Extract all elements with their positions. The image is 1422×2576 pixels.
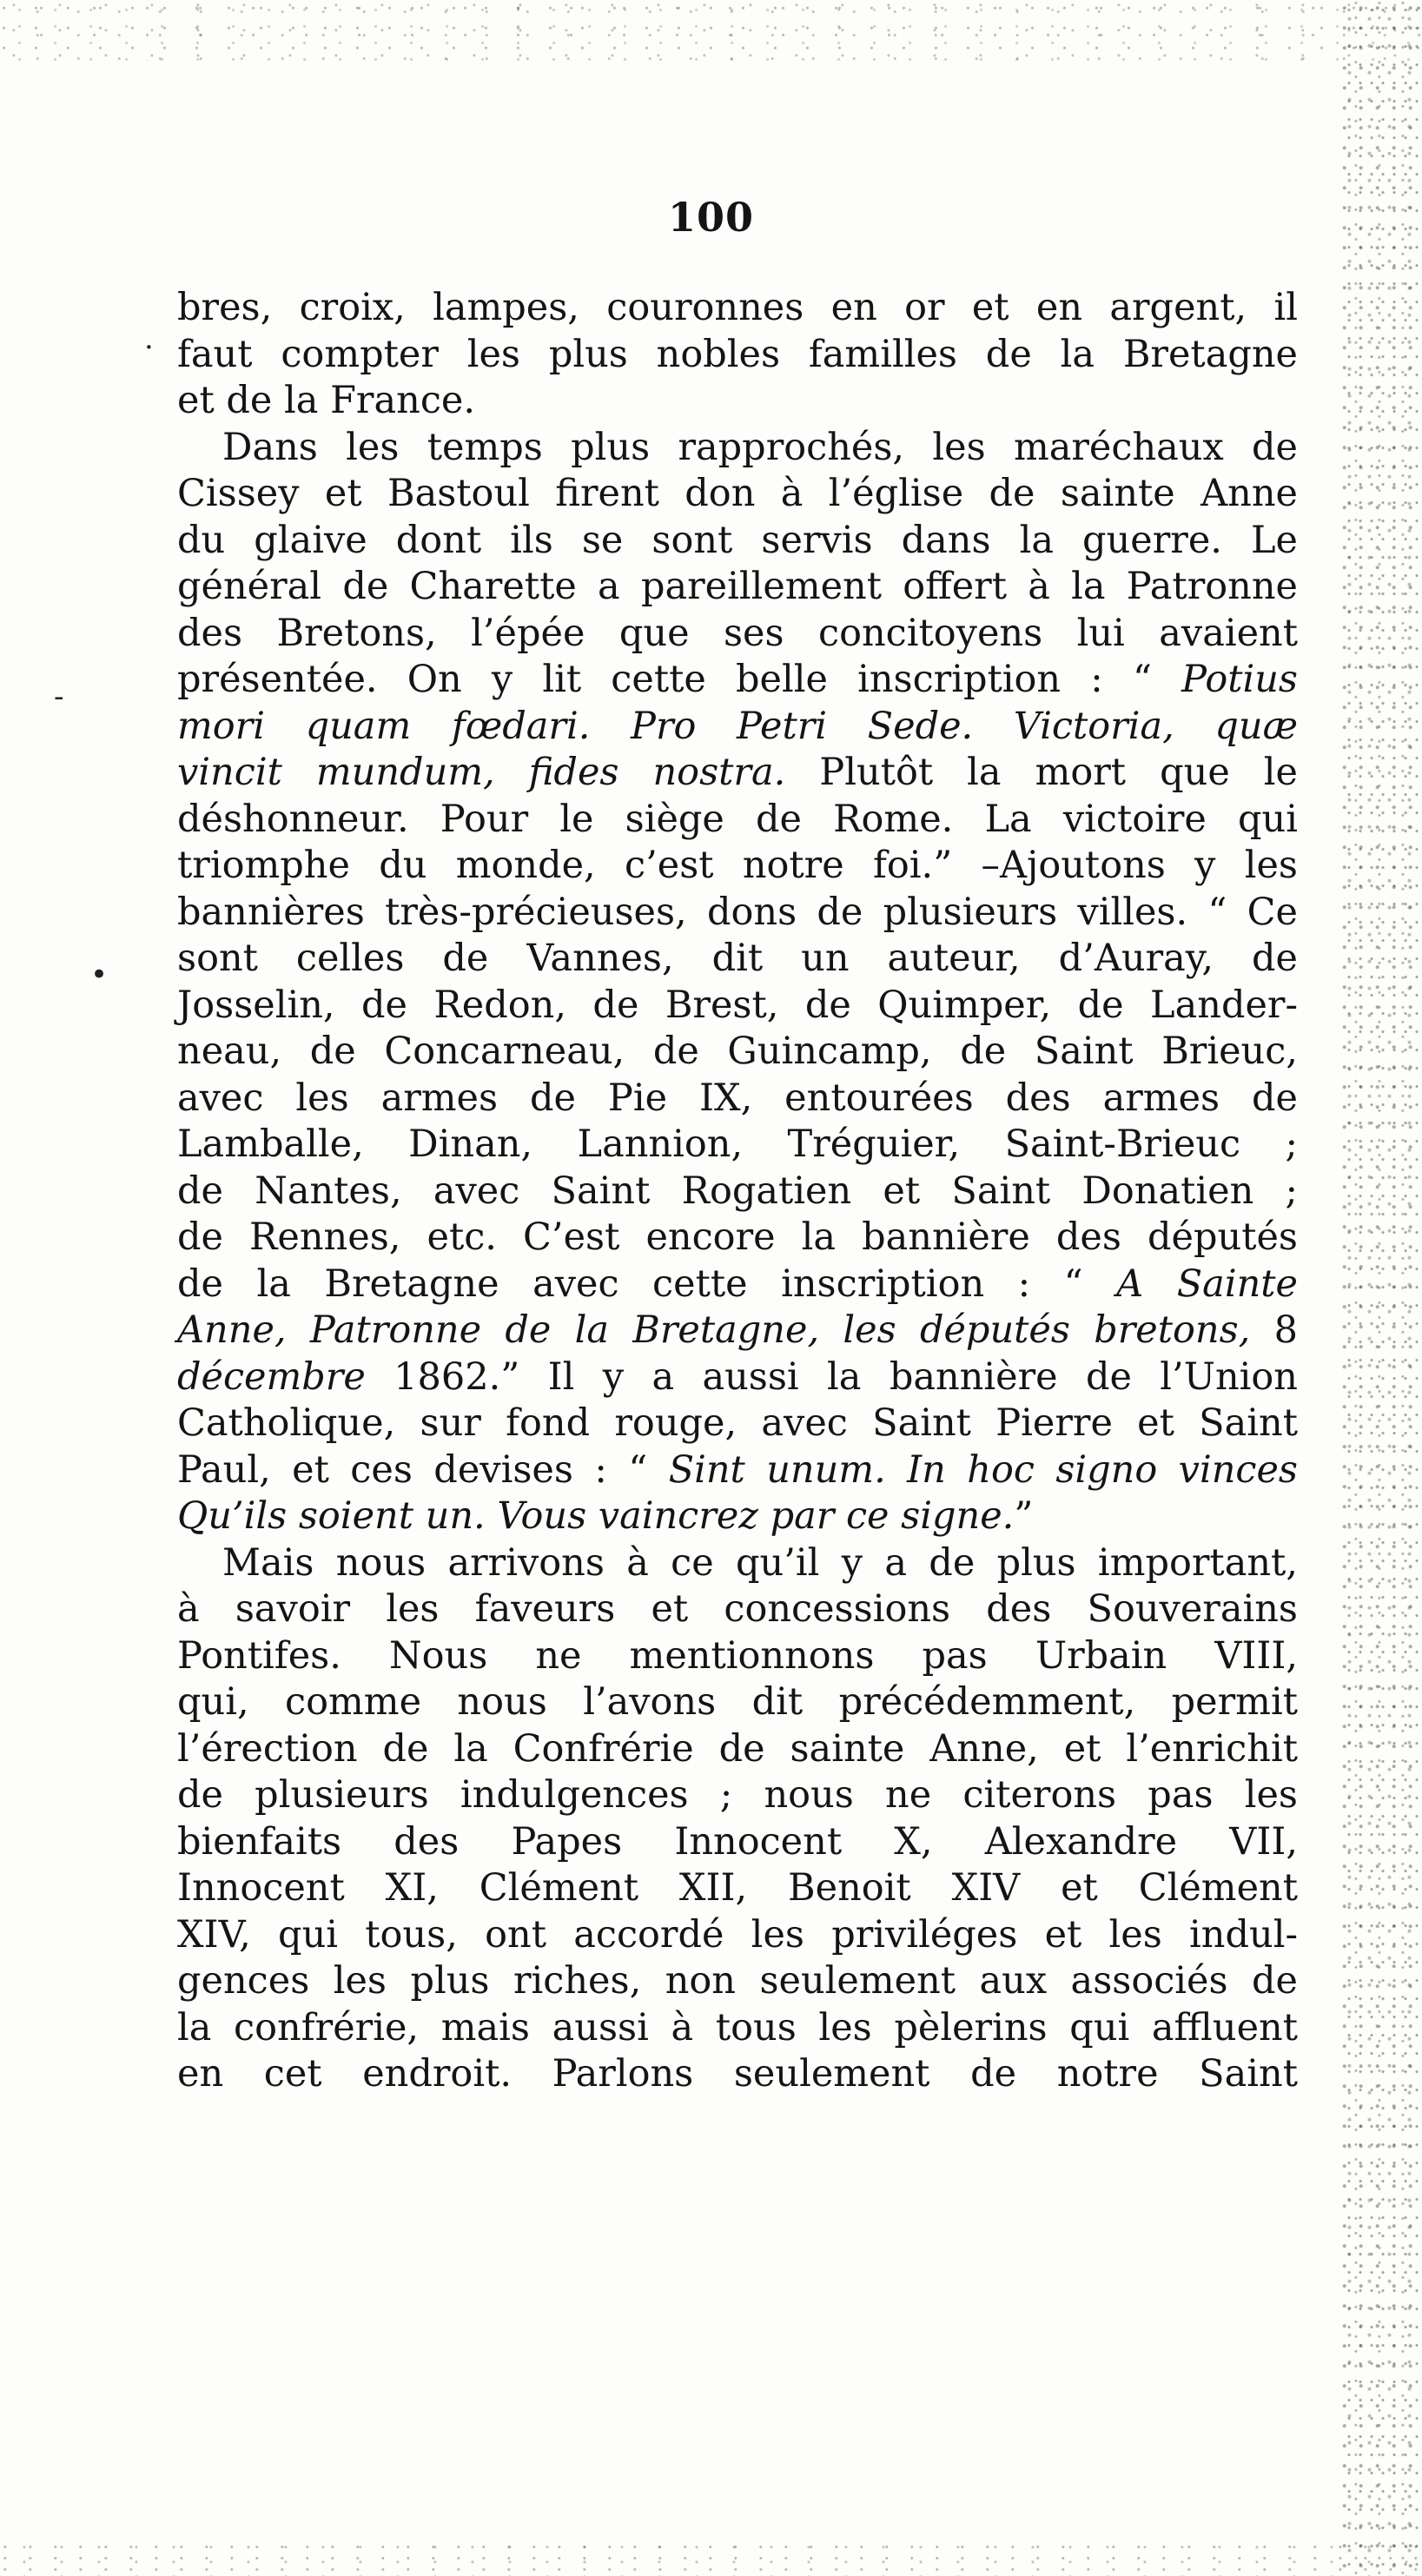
line-text: la confrérie, mais aussi à tous les pèlerins qui affluent xyxy=(177,2005,1298,2050)
line-text: sont celles de Vannes, dit un auteur, d’Auray, de xyxy=(177,937,1298,980)
text-line xyxy=(177,1262,1298,1308)
line-text: l’érection de la Confrérie de sainte Anne, et l’enrichit xyxy=(177,1726,1298,1771)
text-line xyxy=(177,2005,1298,2052)
margin-dash: - xyxy=(54,679,64,714)
italic-text: mori quam fœdari. Pro Petri Sede. Victoria, quæ xyxy=(177,704,1298,748)
text-line xyxy=(177,657,1298,704)
scan-noise-top xyxy=(0,0,1422,61)
line-text: faut compter les plus nobles familles de la Bretagne xyxy=(177,332,1298,376)
italic-text: décembre xyxy=(177,1354,366,1399)
scan-noise-right xyxy=(1339,0,1422,2576)
body-text xyxy=(177,285,1298,2098)
text-line xyxy=(177,1912,1298,1959)
italic-text: Sint unum. In hoc signo vinces xyxy=(668,1447,1298,1492)
text-line xyxy=(177,1401,1298,1447)
line-text: bienfaits des Papes Innocent X, Alexandre VII, xyxy=(177,1819,1298,1864)
text-line xyxy=(177,564,1298,611)
text-line xyxy=(177,1726,1298,1773)
italic-text: Qu’ils soient un. Vous vaincrez par ce signe. xyxy=(177,1494,1015,1538)
text-line xyxy=(177,285,1298,332)
line-text: de la Bretagne avec cette inscription : “ xyxy=(177,1262,1117,1306)
text-line xyxy=(177,1493,1298,1540)
line-text: 1862.” Il y a aussi la bannière de l’Union xyxy=(365,1354,1298,1399)
italic-text: vincit mundum, fides nostra. xyxy=(177,751,786,794)
italic-text: Anne, Patronne de la Bretagne, les députés bretons, xyxy=(177,1308,1251,1352)
italic-text: A Sainte xyxy=(1116,1262,1298,1306)
line-text: bannières très-précieuses, dons de plusieurs villes. “ Ce xyxy=(177,890,1298,934)
text-line xyxy=(177,1354,1298,1401)
text-line xyxy=(177,1819,1298,1866)
line-text: en cet endroit. Parlons seulement de notre Saint xyxy=(177,2052,1298,2096)
line-text: général de Charette a pareillement offert à la Patronne xyxy=(177,565,1298,608)
line-text: et de la France. xyxy=(177,379,476,422)
line-text: Pontifes. Nous ne mentionnons pas Urbain VIII, xyxy=(177,1633,1298,1678)
line-text: bres, croix, lampes, couronnes en or et en argent, il xyxy=(177,286,1298,329)
text-line xyxy=(177,1447,1298,1494)
margin-dot: • xyxy=(90,957,109,992)
italic-text: Potius xyxy=(1181,658,1298,701)
text-line xyxy=(177,518,1298,565)
line-text: ” xyxy=(1014,1494,1034,1538)
text-line xyxy=(177,1772,1298,1819)
line-text: à savoir les faveurs et concessions des Souverains xyxy=(177,1587,1298,1631)
text-line xyxy=(177,750,1298,797)
text-line xyxy=(177,1029,1298,1076)
text-line xyxy=(177,843,1298,890)
line-text: Catholique, sur fond rouge, avec Saint Pierre et Saint xyxy=(177,1401,1298,1445)
text-line xyxy=(177,1540,1298,1587)
text-line xyxy=(177,1308,1298,1354)
text-line xyxy=(177,1865,1298,1912)
line-text: Dans les temps plus rapprochés, les maréchaux de xyxy=(222,425,1298,469)
line-text: avec les armes de Pie IX, entourées des armes de xyxy=(177,1076,1298,1120)
line-text: gences les plus riches, non seulement aux associés de xyxy=(177,1959,1298,2003)
text-line xyxy=(177,471,1298,518)
line-text: Mais nous arrivons à ce qu’il y a de plus important, xyxy=(222,1540,1298,1585)
line-text: triomphe du monde, c’est notre foi.” –Ajoutons y les xyxy=(177,844,1298,887)
line-text: 8 xyxy=(1250,1308,1299,1352)
line-text: neau, de Concarneau, de Guincamp, de Saint Brieuc, xyxy=(177,1030,1298,1073)
line-text: Josselin, de Redon, de Brest, de Quimper, de Lander- xyxy=(177,983,1298,1027)
line-text: des Bretons, l’épée que ses concitoyens lui avaient xyxy=(177,611,1298,655)
text-line xyxy=(177,1076,1298,1122)
margin-dot: · xyxy=(144,330,154,365)
text-line xyxy=(177,611,1298,658)
text-line xyxy=(177,425,1298,472)
text-line xyxy=(177,1169,1298,1215)
text-line xyxy=(177,890,1298,937)
line-text: Lamballe, Dinan, Lannion, Tréguier, Saint-Brieuc ; xyxy=(177,1122,1298,1166)
text-line xyxy=(177,1679,1298,1726)
text-line xyxy=(177,332,1298,379)
text-line xyxy=(177,1958,1298,2005)
line-text: du glaive dont ils se sont servis dans la guerre. Le xyxy=(177,518,1298,562)
page-number: 100 xyxy=(667,194,755,241)
line-text: Innocent XI, Clément XII, Benoit XIV et Clément xyxy=(177,1866,1298,1910)
scan-noise-bottom xyxy=(0,2541,1422,2576)
text-line xyxy=(177,2051,1298,2098)
text-line xyxy=(177,1586,1298,1633)
text-line xyxy=(177,936,1298,983)
line-text: de Rennes, etc. C’est encore la bannière des députés xyxy=(177,1215,1298,1259)
line-text: XIV, qui tous, ont accordé les priviléges et les indul- xyxy=(177,1912,1298,1957)
text-line xyxy=(177,1633,1298,1680)
line-text: Cissey et Bastoul firent don à l’église de sainte Anne xyxy=(177,472,1298,515)
line-text: de plusieurs indulgences ; nous ne citerons pas les xyxy=(177,1773,1298,1817)
line-text: de Nantes, avec Saint Rogatien et Saint Donatien ; xyxy=(177,1169,1298,1213)
line-text: qui, comme nous l’avons dit précédemment, permit xyxy=(177,1680,1298,1724)
text-line xyxy=(177,704,1298,751)
line-text: Plutôt la mort que le xyxy=(785,751,1298,794)
text-line xyxy=(177,1215,1298,1262)
text-line xyxy=(177,797,1298,844)
text-line xyxy=(177,378,1298,425)
line-text: déshonneur. Pour le siège de Rome. La victoire qui xyxy=(177,797,1298,841)
line-text: présentée. On y lit cette belle inscription : “ xyxy=(177,658,1182,701)
text-line xyxy=(177,983,1298,1030)
text-line xyxy=(177,1122,1298,1169)
line-text: Paul, et ces devises : “ xyxy=(177,1447,669,1492)
